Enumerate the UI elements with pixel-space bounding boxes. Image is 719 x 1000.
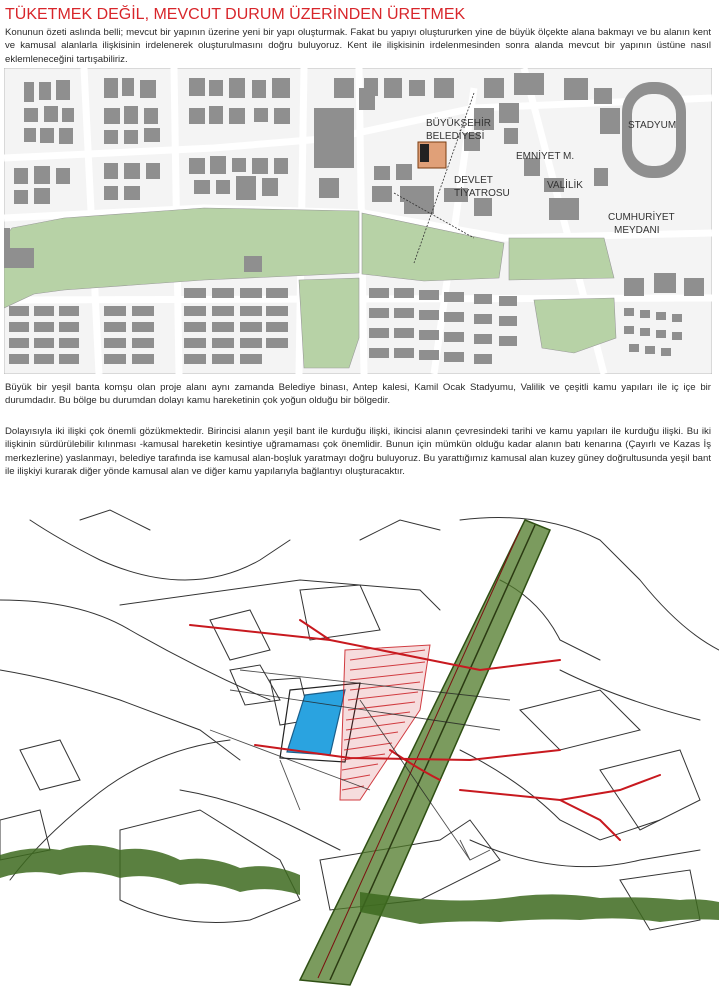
page-title: TÜKETMEK DEĞİL, MEVCUT DURUM ÜZERİNDEN ÜRETMEK [5, 6, 466, 23]
label-stadium: STADYUM [628, 120, 677, 131]
intro-paragraph: Konunun özeti aslında belli; mevcut bir yapının üzerine yeni bir yapı oluşturmak. Fakat bu yapıyı oluştururken yine de büyük ölçekte alana bakmayı ve bu alanın kent ve kamusal alanlarla ilişkisinin irdelenerek oluşturulmasını doğru buluyoruz. Kent ile ilişkisinin irdelenmesinden sonra alanda mevcut bir yapının üstüne nasıl eklemleneceğini tartışabiliriz. [5, 27, 711, 65]
concept-sketch [0, 500, 719, 1000]
map-caption: Büyük bir yeşil banta komşu olan proje alanı aynı zamanda Belediye binası, Antep kalesi, Kamil Ocak Stadyumu, Valilik ve çeşitli kamu yapıları ile iç içe bir durumdadır. Bu bölge bu durumdan dolayı kamu hareketinin çok yoğun olduğu bir bölgedir. [5, 382, 711, 407]
label-square-1: CUMHURİYET [608, 212, 675, 223]
label-governorship: VALİLİK [547, 180, 583, 191]
label-theatre-1: DEVLET [454, 175, 493, 186]
project-site-marker [418, 142, 446, 168]
label-municipality-1: BÜYÜKŞEHİR [426, 118, 492, 129]
relations-paragraph: Dolayısıyla iki ilişki çok önemli gözükmektedir. Birincisi alanın yeşil bant ile kurduğu ilişki, ikincisi alanın çevresindeki tarihi ve kamu yapıları ile kurduğu ilişki. Bu iki ilişkinin sürdürülebilir kılınması -kamusal hareketin kesintiye uğramaması çok önemlidir. Bunun için mümkün olduğu kadar alanın batı kenarına (Çayırlı ve Kazas İş merkezlerine) yaslanmayı, belediye tarafında ise kamusal alan-boşluk yaratmayı doğru buluyoruz. Bu yarattığımız kamusal alan kuzey güney doğrultusunda yeşil bant ile ilişkiyi kurarak diğer yönde kamusal alan ve diğer kamu yapılarıyla bağlantıyı oluşturacaktır. [5, 426, 711, 478]
label-theatre-2: TİYATROSU [454, 188, 510, 199]
label-municipality-2: BELEDİYESİ [426, 131, 485, 142]
label-square-2: MEYDANI [614, 225, 660, 236]
label-police: EMNİYET M. [516, 151, 575, 162]
site-plan-map [4, 68, 712, 374]
